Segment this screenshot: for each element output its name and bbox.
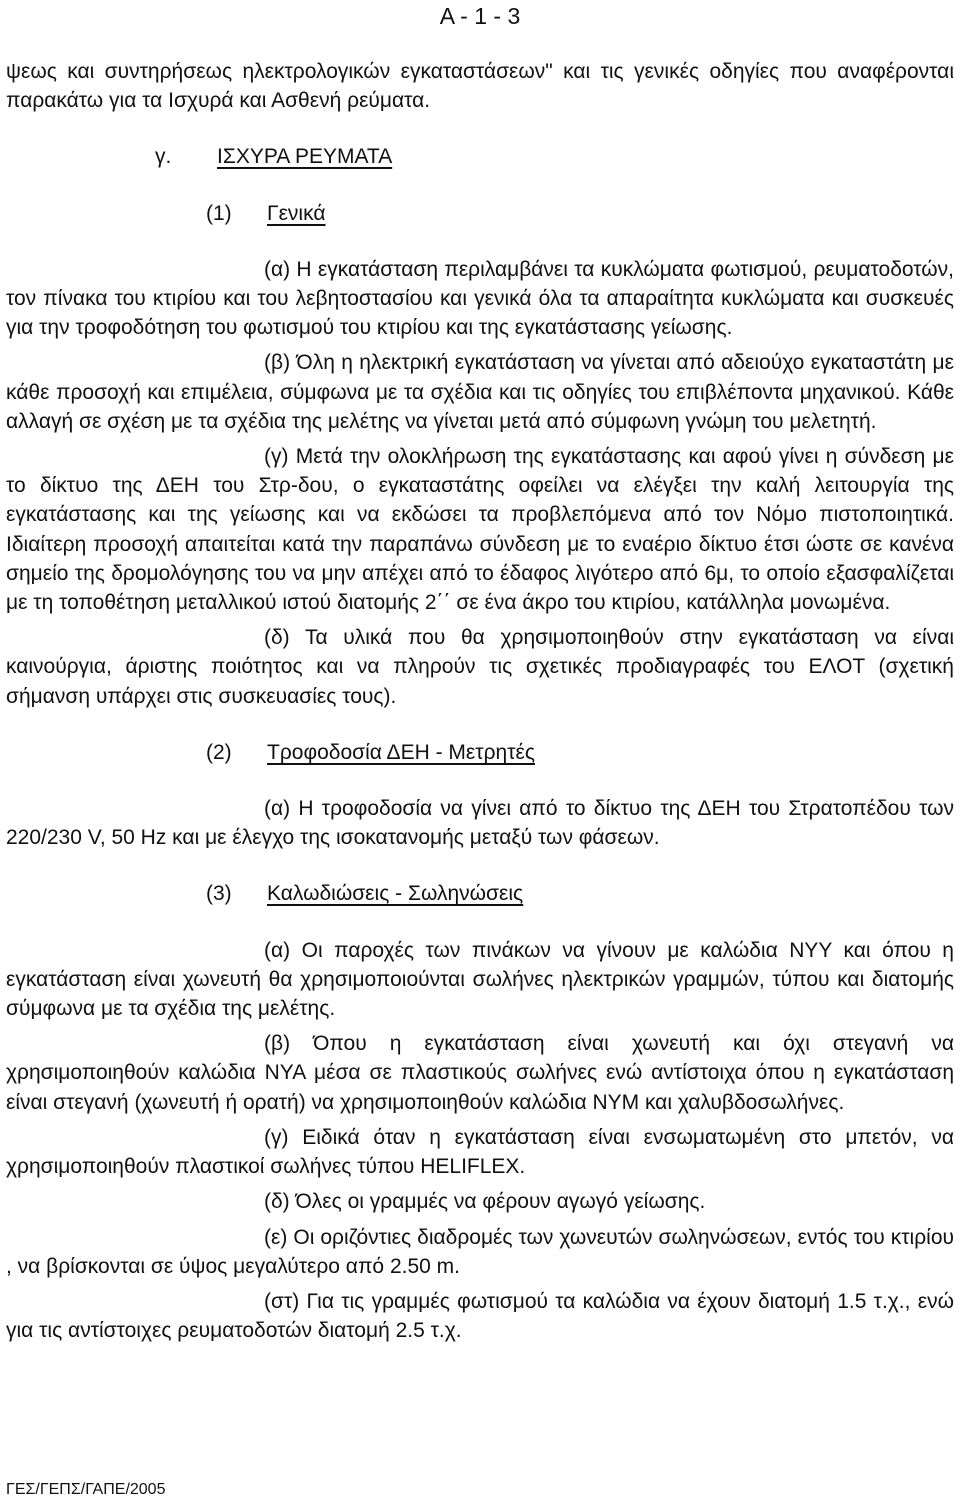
document-body [6, 57, 954, 1345]
paragraph-3e: (ε) Οι οριζόντιες διαδρομές των χωνευτών σωληνώσεων, εντός του κτιρίου , να βρίσκονται σε ύψος μεγαλύτερο από 2.50 m. [6, 1225, 954, 1278]
subsection-2-number: (2) [206, 740, 232, 764]
paragraph-1c: (γ) Μετά την ολοκλήρωση της εγκατάστασης και αφού γίνει η σύνδεση με το δίκτυο της ΔΕΗ του Στρ-δου, ο εγκαταστάτης οφείλει να ελέγξει την καλή λειτουργία της εγκατάστασης και της γείωσης και να εκδώσει τα προβλεπόμενα από τον Νόμο πιστοποιητικά. Ιδιαίτερη προσοχή απαιτείται κατά την παραπάνω σύνδεση με το εναέριο δίκτυο έτσι ώστε σε κανένα σημείο της δρομολόγησης του να μην απέχει από το έδαφος λιγότερο από 6μ, το οποίο εξασφαλίζεται με τη τοποθέτηση μεταλλικού ιστού διατομής 2΄΄ σε ένα άκρο του κτιρίου, κατάλληλα μονωμένα. [6, 445, 954, 615]
paragraph-3f: (στ) Για τις γραμμές φωτισμού τα καλώδια να έχουν διατομή 1.5 τ.χ., ενώ για τις αντίστοιχες ρευματοδοτών διατομή 2.5 τ.χ. [6, 1289, 954, 1343]
paragraph-3c: (γ) Ειδικά όταν η εγκατάσταση είναι ενσωματωμένη στο μπετόν, να χρησιμοποιηθούν πλαστικοί σωλήνες τύπου HELIFLEX. [6, 1125, 954, 1179]
subsection-3-title: Καλωδιώσεις - Σωληνώσεις [267, 882, 524, 906]
subsection-1-number: (1) [206, 201, 232, 225]
subsection-2-heading [6, 738, 954, 767]
subsection-1-heading [6, 199, 954, 228]
paragraph-3a: (α) Οι παροχές των πινάκων να γίνουν με καλώδια ΝΥΥ και όπου η εγκατάσταση είναι χωνευτή θα χρησιμοποιούνται σωλήνες ηλεκτρικών γραμμών, τύπου και διατομής σύμφωνα με τα σχέδια της μελέτης. [6, 938, 954, 1021]
paragraph-3d: (δ) Όλες οι γραμμές να φέρουν αγωγό γείωσης. [264, 1190, 706, 1214]
subsection-3-number: (3) [206, 882, 232, 906]
page-number: Α - 1 - 3 [439, 3, 521, 29]
paragraph-1d: (δ) Τα υλικά που θα χρησιμοποιηθούν στην εγκατάσταση να είναι καινούργια, άριστης ποιότητος και να πληρούν τις σχετικές προδιαγραφές του ΕΛΟΤ (σχετική σήμανση υπάρχει στις συσκευασίες τους). [6, 626, 954, 708]
document-footer: ΓΕΣ/ΓΕΠΣ/ΓΑΠΕ/2005 [6, 1481, 166, 1498]
paragraph-3b: (β) Όπου η εγκατάσταση είναι χωνευτή και όχι στεγανή να χρησιμοποιηθούν καλώδια ΝΥΑ μέσα σε πλαστικούς σωλήνες ενώ αντίστοιχα όπου η εγκατάσταση είναι στεγανή (χωνευτή ή ορατή) να χρησιμοποιηθούν καλώδια ΝΥΜ και χαλυβδοσωλήνες. [6, 1032, 954, 1114]
section-title: ΙΣΧΥΡΑ ΡΕΥΜΑΤΑ [217, 145, 393, 169]
section-heading [6, 142, 954, 171]
paragraph-1a: (α) Η εγκατάσταση περιλαμβάνει τα κυκλώματα φωτισμού, ρευματοδοτών, τον πίνακα του κτιρίου και του λεβητοστασίου και γενικά όλα τα απαραίτητα κυκλώματα και συσκευές για την τροφοδότηση του φωτισμού του κτιρίου και της εγκατάστασης γείωσης. [6, 257, 954, 340]
paragraph-1b: (β) Όλη η ηλεκτρική εγκατάσταση να γίνεται από αδειούχο εγκαταστάτη με κάθε προσοχή και επιμέλεια, σύμφωνα με τα σχέδια και τις οδηγίες του επιβλέποντα μηχανικού. Κάθε αλλαγή σε σχέση με τα σχέδια της μελέτης να γίνεται μετά από σύμφωνη γνώμη του μελετητή. [6, 351, 954, 433]
section-letter: γ. [155, 145, 172, 169]
subsection-2-title: Τροφοδοσία ΔΕΗ - Μετρητές [267, 740, 535, 764]
subsection-1-title: Γενικά [267, 201, 326, 225]
paragraph-2a: (α) Η τροφοδοσία να γίνει από το δίκτυο της ΔΕΗ του Στρατοπέδου των 220/230 V, 50 Hz και με έλεγχο της ισοκατανομής μεταξύ των φάσεων. [6, 797, 954, 850]
subsection-3-heading [6, 879, 954, 908]
intro-paragraph: ψεως και συντηρήσεως ηλεκτρολογικών εγκαταστάσεων" και τις γενικές οδηγίες που αναφέρονται παρακάτω για τα Ισχυρά και Ασθενή ρεύματα. [6, 60, 954, 113]
